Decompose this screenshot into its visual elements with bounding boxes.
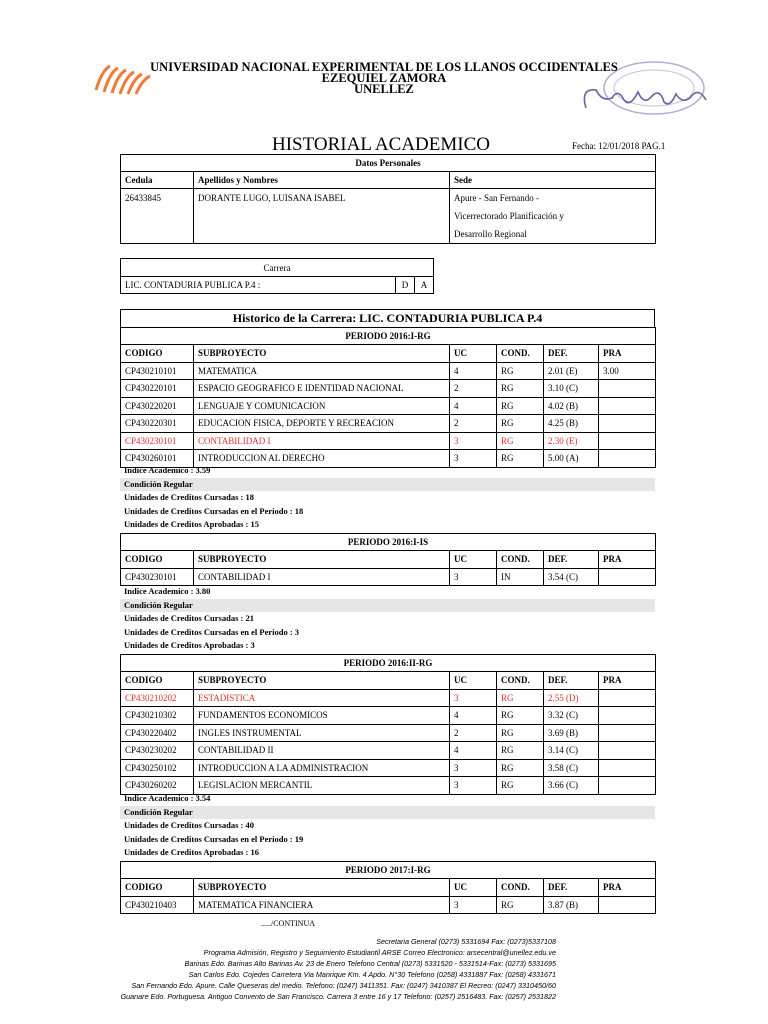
subproyecto-cell: INGLES INSTRUMENTAL [194,724,450,742]
uc-cell: 4 [450,742,497,760]
course-row [121,759,656,777]
carrera-table [120,258,434,294]
cond-cell: IN [497,568,544,586]
subproyecto-cell: LEGISLACION MERCANTIL [194,777,450,795]
codigo-cell: CP430260101 [121,450,194,468]
cond-cell: RG [497,777,544,795]
codigo-cell: CP430210101 [121,362,194,380]
uc-cell: 3 [450,777,497,795]
creditos-cursadas: Unidades de Creditos Cursadas : 21 [124,613,254,623]
period-title: PERIODO 2016:I-IS [121,534,656,551]
footer-contacts [121,936,556,1002]
subproyecto-cell: EDUCACION FISICA, DEPORTE Y RECREACION [194,415,450,433]
subproyecto-cell: CONTABILIDAD I [194,432,450,450]
subproyecto-cell: ESPACIO GEOGRAFICO E IDENTIDAD NACIONAL [194,380,450,398]
course-row [121,724,656,742]
pra-cell [599,742,656,760]
codigo-cell: CP430230202 [121,742,194,760]
uc-cell: 3 [450,432,497,450]
uc-cell: 4 [450,362,497,380]
course-row [121,689,656,707]
university-acronym: UNELLEZ [354,82,414,96]
codigo-cell: CP430230101 [121,432,194,450]
course-row [121,415,656,433]
codigo-cell: CP430250102 [121,759,194,777]
course-row [121,896,656,914]
period-table [120,861,656,914]
cond-cell: RG [497,432,544,450]
def-cell: 2.55 (D) [544,689,599,707]
creditos-cursadas-periodo: Unidades de Creditos Cursadas en el Periodo : 18 [124,505,304,516]
condicion: Condición Regular [120,806,655,820]
col-uc: UC [450,672,497,690]
subproyecto-cell: INTRODUCCION AL DERECHO [194,450,450,468]
col-uc: UC [450,345,497,363]
subproyecto-cell: ESTADISTICA [194,689,450,707]
uc-cell: 3 [450,450,497,468]
creditos-cursadas-periodo: Unidades de Creditos Cursadas en el Periodo : 3 [124,626,300,637]
footer-line: Programa Admisión, Registro y Seguimiento Estudiantil ARSE Correo Electronico: arsecentral@unellez.edu.ve [203,948,556,957]
pra-cell [599,568,656,586]
def-cell: 3.69 (B) [544,724,599,742]
course-row [121,707,656,725]
sede-line: Vicerrectorado Planificación y [454,211,564,221]
uc-cell: 3 [450,759,497,777]
period-summary [120,464,655,532]
personal-data-table [120,154,656,244]
def-cell: 3.10 (C) [544,380,599,398]
col-pra: PRA [599,672,656,690]
col-cond: COND. [497,879,544,897]
pra-cell [599,707,656,725]
carrera-code-d: D [396,277,415,294]
uc-cell: 2 [450,380,497,398]
carrera-code-a: A [415,277,434,294]
footer-line: Secretaria General (0273) 5331694 Fax: (0273)5337108 [376,937,556,946]
col-cedula: Cedula [121,172,194,189]
def-cell: 3.58 (C) [544,759,599,777]
cond-cell: RG [497,362,544,380]
uc-cell: 4 [450,397,497,415]
period-summary [120,792,655,860]
footer-line: San Fernando Edo. Apure. Calle Queseras del medio. Telefono: (0247) 3411351. Fax: (0247) 3410387 El Recreo: (0247) 3310450/60 [131,981,556,990]
def-cell: 5.00 (A) [544,450,599,468]
col-uc: UC [450,879,497,897]
col-cond: COND. [497,551,544,569]
subproyecto-cell: CONTABILIDAD I [194,568,450,586]
subproyecto-cell: CONTABILIDAD II [194,742,450,760]
period-title: PERIODO 2017:I-RG [121,862,656,879]
period-table [120,533,656,586]
uc-cell: 4 [450,707,497,725]
creditos-aprobadas: Unidades de Creditos Aprobadas : 3 [124,640,255,650]
cond-cell: RG [497,724,544,742]
cond-cell: RG [497,742,544,760]
pra-cell [599,759,656,777]
document-title: HISTORIAL ACADEMICO [272,134,490,155]
subproyecto-cell: FUNDAMENTOS ECONOMICOS [194,707,450,725]
indice-academico: Indice Academico : 3.54 [124,793,211,803]
carrera-title: Carrera [121,259,434,277]
fecha-page: Fecha: 12/01/2018 PAG.1 [572,141,666,151]
col-codigo: CODIGO [121,879,194,897]
def-cell: 3.87 (B) [544,896,599,914]
pra-cell [599,724,656,742]
creditos-aprobadas: Unidades de Creditos Aprobadas : 16 [124,847,260,857]
col-codigo: CODIGO [121,672,194,690]
course-row [121,397,656,415]
footer-line: Barinas Edo. Barinas Alto Barinas Av. 23 de Enero Telefono Central (0273) 5331520 - 5331514-Fax: (0273) 5331695 [184,959,556,968]
uc-cell: 2 [450,724,497,742]
nombre-value: DORANTE LUGO, LUISANA ISABEL [194,189,450,244]
col-def: DEF. [544,345,599,363]
codigo-cell: CP430220402 [121,724,194,742]
cond-cell: RG [497,450,544,468]
cond-cell: RG [497,896,544,914]
col-def: DEF. [544,672,599,690]
sede-line: Apure - San Fernando - [454,193,539,203]
period-table [120,327,656,468]
historico-title: Historico de la Carrera: LIC. CONTADURIA PUBLICA P.4 [121,310,655,328]
university-name: UNIVERSIDAD NACIONAL EXPERIMENTAL DE LOS LLANOS OCCIDENTALES [150,60,618,74]
def-cell: 2.01 (E) [544,362,599,380]
course-row [121,432,656,450]
course-row [121,742,656,760]
col-subproyecto: SUBPROYECTO [194,879,450,897]
sede-line: Desarrollo Regional [454,229,527,239]
uc-cell: 3 [450,896,497,914]
uc-cell: 2 [450,415,497,433]
cond-cell: RG [497,380,544,398]
col-subproyecto: SUBPROYECTO [194,551,450,569]
indice-academico: Indice Academico : 3.59 [124,465,211,475]
creditos-cursadas: Unidades de Creditos Cursadas : 18 [124,492,254,502]
cond-cell: RG [497,707,544,725]
col-subproyecto: SUBPROYECTO [194,345,450,363]
cedula-value: 26433845 [121,189,194,244]
footer-line: Guanare Edo. Portuguesa. Antiguo Convento de San Francisco. Carrera 3 entre 16 y 17 Telefono: (0257) 2516483. Fax: (0257) 2531822 [120,992,556,1001]
pra-cell [599,380,656,398]
period-title: PERIODO 2016:II-RG [121,655,656,672]
pra-cell [599,689,656,707]
creditos-aprobadas: Unidades de Creditos Aprobadas : 15 [124,519,260,529]
codigo-cell: CP430230101 [121,568,194,586]
uc-cell: 3 [450,689,497,707]
period-table [120,654,656,795]
cond-cell: RG [497,397,544,415]
codigo-cell: CP430220301 [121,415,194,433]
cond-cell: RG [497,415,544,433]
indice-academico: Indice Academico : 3.80 [124,586,211,596]
historico-header [120,309,655,328]
col-pra: PRA [599,551,656,569]
def-cell: 3.54 (C) [544,568,599,586]
sede-value [450,189,656,244]
col-pra: PRA [599,345,656,363]
course-row [121,362,656,380]
period-title: PERIODO 2016:I-RG [121,328,656,345]
creditos-cursadas-periodo: Unidades de Creditos Cursadas en el Periodo : 19 [124,833,304,844]
codigo-cell: CP430210302 [121,707,194,725]
col-subproyecto: SUBPROYECTO [194,672,450,690]
codigo-cell: CP430210403 [121,896,194,914]
codigo-cell: CP430220101 [121,380,194,398]
col-codigo: CODIGO [121,345,194,363]
uc-cell: 3 [450,568,497,586]
subproyecto-cell: LENGUAJE Y COMUNICACION [194,397,450,415]
course-row [121,568,656,586]
codigo-cell: CP430210202 [121,689,194,707]
def-cell: 3.66 (C) [544,777,599,795]
pra-cell [599,397,656,415]
pra-cell [599,896,656,914]
course-row [121,380,656,398]
col-cond: COND. [497,345,544,363]
col-codigo: CODIGO [121,551,194,569]
col-def: DEF. [544,551,599,569]
codigo-cell: CP430260202 [121,777,194,795]
university-subname: EZEQUIEL ZAMORA [321,71,447,85]
pra-cell: 3.00 [599,362,656,380]
subproyecto-cell: MATEMATICA FINANCIERA [194,896,450,914]
cond-cell: RG [497,759,544,777]
pra-cell [599,432,656,450]
cond-cell: RG [497,689,544,707]
def-cell: 3.32 (C) [544,707,599,725]
def-cell: 4.02 (B) [544,397,599,415]
creditos-cursadas: Unidades de Creditos Cursadas : 40 [124,820,254,830]
col-cond: COND. [497,672,544,690]
continua-note: ...../CONTINUA [261,919,315,928]
codigo-cell: CP430220201 [121,397,194,415]
condicion: Condición Regular [120,599,655,613]
footer-line: San Carlos Edo. Cojedes Carretera Via Manrique Km. 4 Apdo. N°30 Telefono (0258) 4331887 Fax: (0258) 4331671 [188,970,556,979]
col-sede: Sede [450,172,656,189]
def-cell: 4.25 (B) [544,415,599,433]
period-summary [120,585,655,653]
pra-cell [599,415,656,433]
subproyecto-cell: INTRODUCCION A LA ADMINISTRACION [194,759,450,777]
condicion: Condición Regular [120,478,655,492]
def-cell: 3.14 (C) [544,742,599,760]
personal-data-title: Datos Personales [121,155,656,172]
def-cell: 2.30 (E) [544,432,599,450]
col-nombre: Apellidos y Nombres [194,172,450,189]
col-uc: UC [450,551,497,569]
subproyecto-cell: MATEMATICA [194,362,450,380]
col-pra: PRA [599,879,656,897]
col-def: DEF. [544,879,599,897]
carrera-name: LIC. CONTADURIA PUBLICA P.4 : [121,277,396,294]
